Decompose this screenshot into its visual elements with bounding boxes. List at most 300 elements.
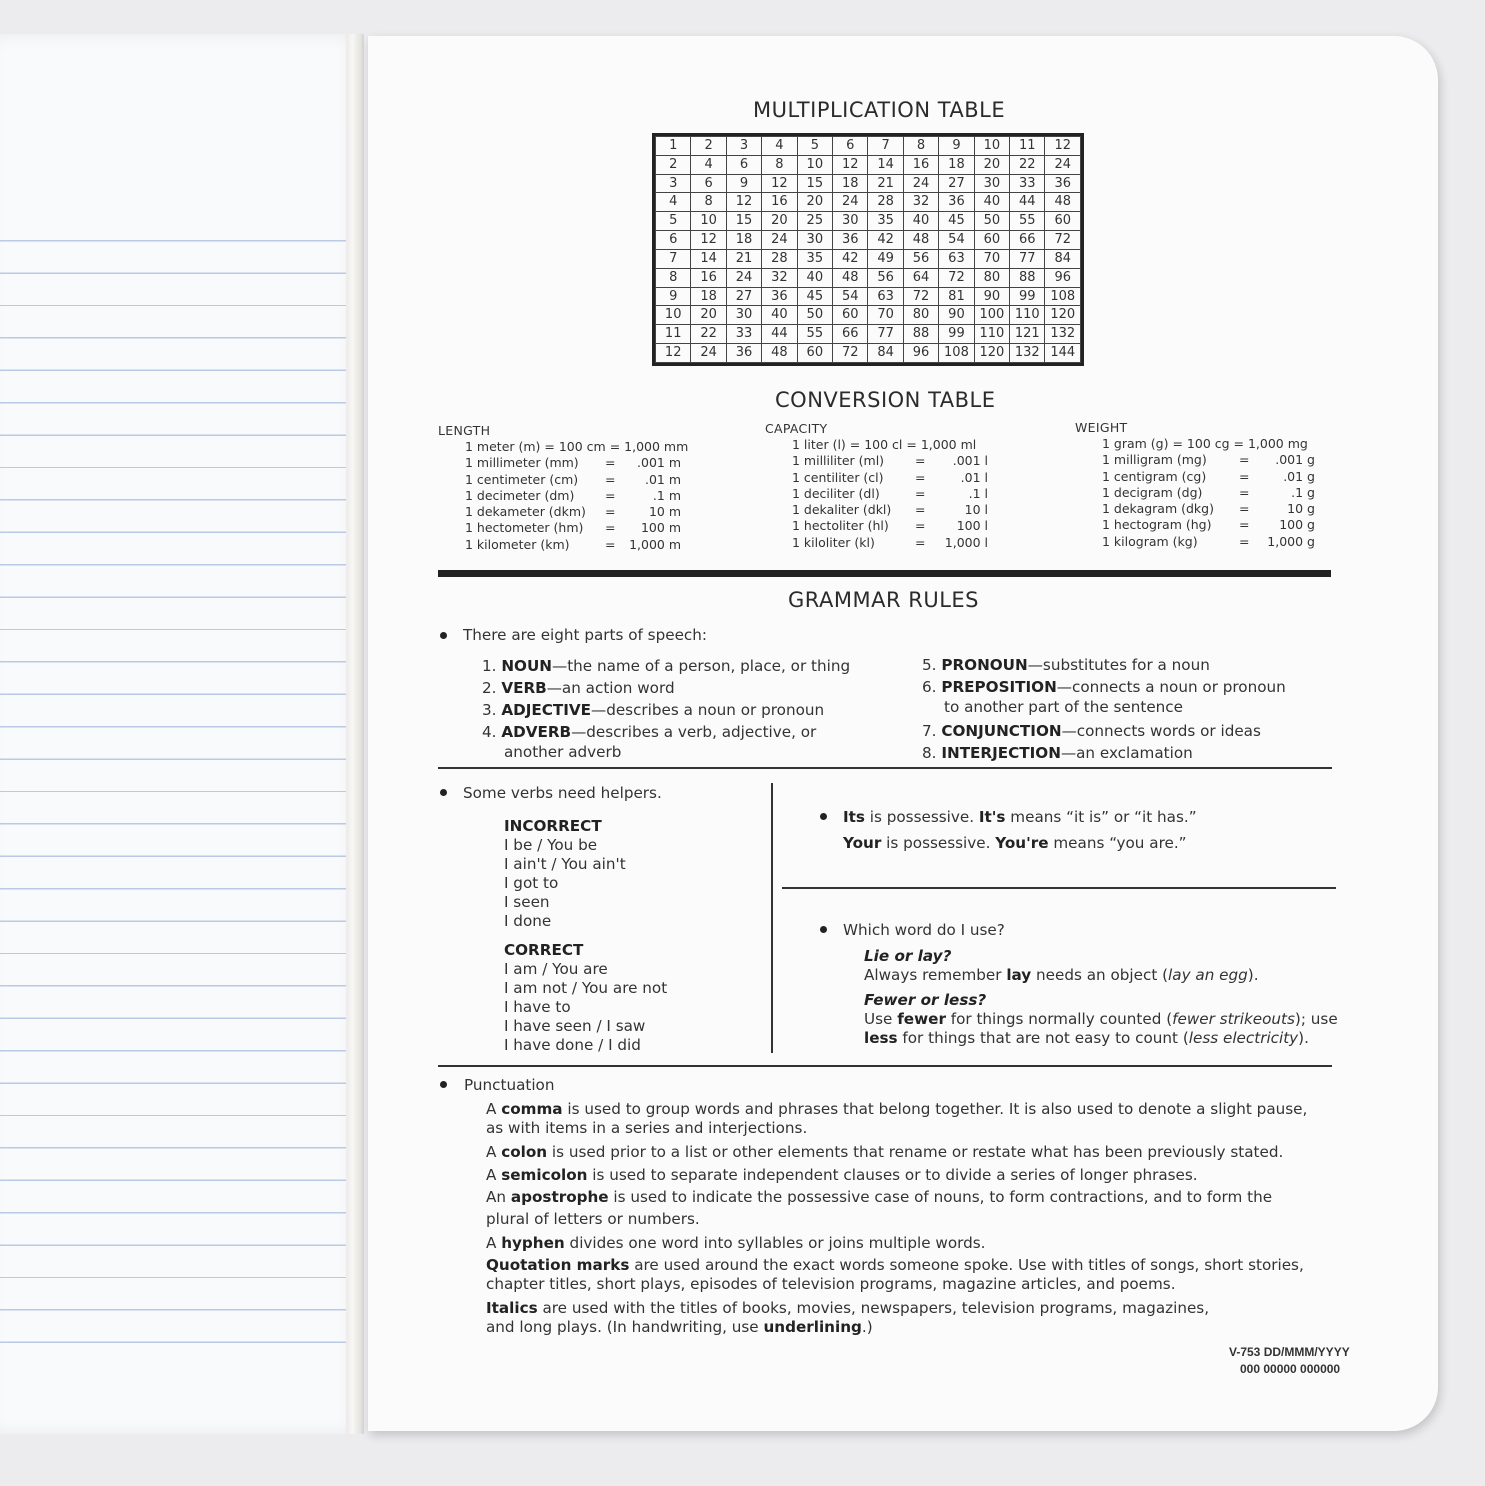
quotation-rule-2: chapter titles, short plays, episodes of television programs, magazine articles, and poems. <box>486 1275 1176 1293</box>
mult-cell: 66 <box>833 325 868 344</box>
mult-cell: 20 <box>691 306 726 325</box>
mult-cell: 88 <box>903 325 938 344</box>
mult-row <box>656 231 1081 250</box>
mult-cell: 48 <box>833 268 868 287</box>
mult-cell: 18 <box>726 231 761 250</box>
item-desc: —describes a noun or pronoun <box>591 701 825 719</box>
mult-cell: 54 <box>833 287 868 306</box>
mult-cell: 4 <box>691 155 726 174</box>
grammar-title: GRAMMAR RULES <box>788 588 980 612</box>
conversion-title: CONVERSION TABLE <box>775 388 996 412</box>
mult-cell: 72 <box>903 287 938 306</box>
mult-cell: 12 <box>691 231 726 250</box>
conversion-length <box>438 423 698 553</box>
mult-cell: 6 <box>833 137 868 156</box>
mult-cell: 36 <box>833 231 868 250</box>
mult-cell: 81 <box>939 287 974 306</box>
barcode-number: 000 00000 000000 <box>1240 1362 1341 1376</box>
conversion-cell: .01 g <box>1283 468 1315 484</box>
mult-cell: 24 <box>726 268 761 287</box>
item-desc: —an action word <box>546 679 675 697</box>
lie-lay-answer: Always remember lay needs an object (lay an egg). <box>864 966 1259 984</box>
mult-cell: 48 <box>762 344 797 363</box>
ruled-lines <box>0 209 348 1364</box>
mult-cell: 56 <box>903 249 938 268</box>
mult-cell: 18 <box>939 155 974 174</box>
mult-cell: 120 <box>974 344 1009 363</box>
part-of-speech-continuation: to another part of the sentence <box>944 698 1183 716</box>
conversion-capacity <box>765 421 1025 551</box>
conversion-cell: 1 millimeter (mm) <box>465 455 579 471</box>
mult-cell: 28 <box>762 249 797 268</box>
helper-example: I am not / You are not <box>504 979 668 997</box>
conversion-row <box>792 486 988 502</box>
conversion-cell: 1 centigram (cg) <box>1102 468 1207 484</box>
conversion-cell: 1 hectogram (hg) <box>1102 517 1212 533</box>
mult-cell: 36 <box>1045 174 1081 193</box>
your-rule: Your is possessive. You're means “you are.” <box>843 834 1187 852</box>
bullet <box>820 813 827 820</box>
mult-cell: 25 <box>797 212 832 231</box>
mult-cell: 72 <box>1045 231 1081 250</box>
multiplication-title: MULTIPLICATION TABLE <box>753 98 1006 122</box>
mult-cell: 2 <box>656 155 691 174</box>
fewer-less-question: Fewer or less? <box>864 991 987 1009</box>
mult-cell: 14 <box>691 249 726 268</box>
mult-cell: 80 <box>974 268 1009 287</box>
conversion-cell: .1 l <box>968 485 988 501</box>
parts-intro: There are eight parts of speech: <box>463 626 708 644</box>
mult-cell: 32 <box>762 268 797 287</box>
bullet <box>440 789 447 796</box>
mult-cell: 50 <box>974 212 1009 231</box>
mult-row <box>656 193 1081 212</box>
its-rule: Its is possessive. It's means “it is” or “it has.” <box>843 808 1197 826</box>
mult-cell: 7 <box>656 249 691 268</box>
mult-cell: 12 <box>762 174 797 193</box>
conversion-cell: .01 l <box>960 469 988 485</box>
mult-cell: 4 <box>762 137 797 156</box>
conversion-row <box>1102 436 1315 452</box>
conversion-cell: .001 g <box>1275 452 1315 468</box>
item-term: ADJECTIVE <box>501 701 591 719</box>
mult-cell: 21 <box>868 174 903 193</box>
conversion-cell: 1,000 m <box>629 536 681 552</box>
item-term: NOUN <box>501 657 552 675</box>
item-desc: —substitutes for a noun <box>1027 656 1210 674</box>
helper-example: I done <box>504 912 552 930</box>
mult-row <box>656 212 1081 231</box>
item-term: CONJUNCTION <box>941 722 1062 740</box>
part-of-speech-item <box>922 744 1193 763</box>
mult-cell: 100 <box>974 306 1009 325</box>
incorrect-label: INCORRECT <box>504 817 602 835</box>
mult-cell: 6 <box>691 174 726 193</box>
part-of-speech-item <box>922 678 1286 697</box>
mult-cell: 24 <box>691 344 726 363</box>
mult-cell: 20 <box>762 212 797 231</box>
conversion-row <box>792 453 988 469</box>
conversion-row <box>1102 501 1315 517</box>
mult-cell: 88 <box>1010 268 1045 287</box>
mult-row <box>656 344 1081 363</box>
mult-cell: 70 <box>974 249 1009 268</box>
conversion-cell: 1 kilometer (km) <box>465 536 570 552</box>
mult-cell: 32 <box>903 193 938 212</box>
left-lined-page <box>0 34 364 1434</box>
conversion-cell: 1 hectometer (hm) <box>465 520 584 536</box>
multiplication-table <box>652 133 1084 366</box>
bullet <box>440 1081 447 1088</box>
mult-cell: 72 <box>939 268 974 287</box>
conversion-row <box>792 437 988 453</box>
conversion-cell: 1 gram (g) = 100 cg = 1,000 mg <box>1102 436 1308 451</box>
conversion-cell: = <box>605 504 616 520</box>
part-of-speech-item <box>922 656 1210 675</box>
mult-cell: 2 <box>691 137 726 156</box>
conversion-cell: 100 g <box>1279 517 1315 533</box>
punctuation-intro: Punctuation <box>464 1076 555 1094</box>
quotation-rule: Quotation marks are used around the exact words someone spoke. Use with titles of songs, short stories, <box>486 1256 1304 1274</box>
mult-cell: 63 <box>868 287 903 306</box>
mult-cell: 60 <box>1045 212 1081 231</box>
conversion-cell: 10 l <box>964 502 988 518</box>
mult-cell: 36 <box>726 344 761 363</box>
mult-cell: 63 <box>939 249 974 268</box>
mult-cell: 60 <box>797 344 832 363</box>
part-of-speech-item <box>482 701 824 720</box>
item-number: 8. <box>922 744 937 762</box>
item-term: VERB <box>501 679 547 697</box>
conversion-cell: = <box>1239 533 1250 549</box>
mult-cell: 66 <box>1010 231 1045 250</box>
italics-rule: Italics are used with the titles of books, movies, newspapers, television programs, magazines, <box>486 1299 1210 1317</box>
mult-cell: 8 <box>762 155 797 174</box>
mult-cell: 9 <box>939 137 974 156</box>
mult-cell: 84 <box>868 344 903 363</box>
conversion-cell: = <box>915 469 926 485</box>
mult-cell: 14 <box>868 155 903 174</box>
mult-cell: 4 <box>656 193 691 212</box>
conversion-row <box>465 520 681 536</box>
apostrophe-rule: An apostrophe is used to indicate the possessive case of nouns, to form contractions, and to form the <box>486 1188 1273 1206</box>
mult-cell: 96 <box>1045 268 1081 287</box>
mult-cell: 20 <box>797 193 832 212</box>
mult-cell: 8 <box>903 137 938 156</box>
lie-lay-question: Lie or lay? <box>864 947 952 965</box>
mult-cell: 27 <box>939 174 974 193</box>
mult-cell: 90 <box>974 287 1009 306</box>
conversion-cell: 10 m <box>648 504 681 520</box>
mult-cell: 30 <box>797 231 832 250</box>
conversion-cell: = <box>915 485 926 501</box>
mult-cell: 77 <box>1010 249 1045 268</box>
mult-cell: 144 <box>1045 344 1081 363</box>
mult-cell: 36 <box>939 193 974 212</box>
mult-cell: 22 <box>1010 155 1045 174</box>
item-desc: —describes a verb, adjective, or <box>571 723 817 741</box>
mult-row <box>656 306 1081 325</box>
mult-cell: 18 <box>691 287 726 306</box>
apostrophe-rule-2: plural of letters or numbers. <box>486 1210 700 1228</box>
mult-cell: 48 <box>1045 193 1081 212</box>
conversion-cell: 100 l <box>956 518 988 534</box>
mult-cell: 33 <box>1010 174 1045 193</box>
mult-cell: 12 <box>726 193 761 212</box>
mult-cell: 42 <box>833 249 868 268</box>
mult-cell: 7 <box>868 137 903 156</box>
mult-cell: 5 <box>797 137 832 156</box>
mult-cell: 8 <box>656 268 691 287</box>
mult-cell: 18 <box>833 174 868 193</box>
mult-cell: 10 <box>797 155 832 174</box>
conversion-cell: 1 centiliter (cl) <box>792 469 884 485</box>
mult-cell: 15 <box>797 174 832 193</box>
helper-example: I am / You are <box>504 960 608 978</box>
fewer-less-answer: Use fewer for things normally counted (fewer strikeouts); use <box>864 1010 1338 1028</box>
capacity-label: CAPACITY <box>765 421 828 436</box>
mult-cell: 60 <box>974 231 1009 250</box>
part-of-speech-item <box>482 723 816 742</box>
item-number: 2. <box>482 679 497 697</box>
mult-cell: 30 <box>726 306 761 325</box>
mult-cell: 33 <box>726 325 761 344</box>
helper-example: I got to <box>504 874 559 892</box>
bullet <box>440 632 447 639</box>
mult-cell: 60 <box>833 306 868 325</box>
conversion-row <box>792 518 988 534</box>
mult-cell: 99 <box>939 325 974 344</box>
mult-row <box>656 325 1081 344</box>
conversion-cell: = <box>605 520 616 536</box>
helper-example: I ain't / You ain't <box>504 855 626 873</box>
mult-cell: 3 <box>656 174 691 193</box>
item-number: 5. <box>922 656 937 674</box>
mult-cell: 24 <box>903 174 938 193</box>
product-code: V-753 DD/MMM/YYYY <box>1229 1345 1350 1359</box>
mult-cell: 132 <box>1045 325 1081 344</box>
mult-cell: 5 <box>656 212 691 231</box>
vertical-divider <box>771 783 773 1053</box>
mult-cell: 35 <box>868 212 903 231</box>
mult-cell: 12 <box>1045 137 1081 156</box>
conversion-cell: 1 hectoliter (hl) <box>792 518 889 534</box>
fewer-less-answer-2: less for things that are not easy to count (less electricity). <box>864 1029 1309 1047</box>
conversion-cell: 1 kilogram (kg) <box>1102 533 1198 549</box>
mult-cell: 40 <box>762 306 797 325</box>
conversion-cell: = <box>605 471 616 487</box>
conversion-cell: 1 dekameter (dkm) <box>465 504 586 520</box>
mult-cell: 15 <box>726 212 761 231</box>
italics-rule-2: and long plays. (In handwriting, use underlining.) <box>486 1318 873 1336</box>
conversion-cell: 1 milligram (mg) <box>1102 452 1207 468</box>
mult-row <box>656 268 1081 287</box>
mult-cell: 54 <box>939 231 974 250</box>
conversion-cell: 1 dekaliter (dkl) <box>792 502 892 518</box>
conversion-row <box>1102 485 1315 501</box>
mult-cell: 77 <box>868 325 903 344</box>
mult-row <box>656 155 1081 174</box>
conversion-row <box>1102 517 1315 533</box>
item-number: 1. <box>482 657 497 675</box>
conversion-cell: = <box>1239 468 1250 484</box>
item-number: 3. <box>482 701 497 719</box>
mult-cell: 35 <box>797 249 832 268</box>
mult-cell: 55 <box>1010 212 1045 231</box>
mult-cell: 10 <box>691 212 726 231</box>
divider-line <box>782 887 1336 889</box>
conversion-cell: .001 m <box>637 455 681 471</box>
part-of-speech-item <box>482 657 850 676</box>
mult-cell: 16 <box>762 193 797 212</box>
conversion-cell: 1 liter (l) = 100 cl = 1,000 ml <box>792 437 977 452</box>
mult-cell: 9 <box>656 287 691 306</box>
mult-cell: 22 <box>691 325 726 344</box>
mult-cell: 84 <box>1045 249 1081 268</box>
mult-cell: 27 <box>726 287 761 306</box>
part-of-speech-item <box>482 679 675 698</box>
mult-cell: 12 <box>833 155 868 174</box>
conversion-row <box>792 470 988 486</box>
conversion-cell: .1 m <box>652 487 681 503</box>
mult-cell: 96 <box>903 344 938 363</box>
colon-rule: A colon is used prior to a list or other elements that rename or restate what has been previously stated. <box>486 1143 1284 1161</box>
mult-cell: 132 <box>1010 344 1045 363</box>
comma-rule-2: as with items in a series and interjections. <box>486 1119 808 1137</box>
bullet <box>820 926 827 933</box>
mult-cell: 20 <box>974 155 1009 174</box>
conversion-cell: .01 m <box>644 471 681 487</box>
mult-cell: 28 <box>868 193 903 212</box>
conversion-cell: 1 deciliter (dl) <box>792 485 880 501</box>
conversion-cell: 1 decimeter (dm) <box>465 487 575 503</box>
mult-cell: 110 <box>974 325 1009 344</box>
helper-example: I have done / I did <box>504 1036 641 1054</box>
conversion-weight <box>1075 420 1335 550</box>
section-divider <box>438 570 1331 577</box>
mult-cell: 56 <box>868 268 903 287</box>
conversion-cell: 1 centimeter (cm) <box>465 471 579 487</box>
mult-cell: 24 <box>833 193 868 212</box>
divider-line <box>438 767 1332 769</box>
mult-cell: 21 <box>726 249 761 268</box>
conversion-cell: 1,000 l <box>944 534 988 550</box>
mult-cell: 12 <box>656 344 691 363</box>
which-intro: Which word do I use? <box>843 921 1005 939</box>
semicolon-rule: A semicolon is used to separate independent clauses or to divide a series of longer phrases. <box>486 1166 1198 1184</box>
mult-cell: 121 <box>1010 325 1045 344</box>
mult-row <box>656 174 1081 193</box>
hyphen-rule: A hyphen divides one word into syllables or joins multiple words. <box>486 1234 986 1252</box>
mult-cell: 36 <box>762 287 797 306</box>
mult-row <box>656 249 1081 268</box>
helper-example: I have to <box>504 998 571 1016</box>
mult-cell: 44 <box>1010 193 1045 212</box>
conversion-row <box>1102 469 1315 485</box>
mult-cell: 6 <box>656 231 691 250</box>
conversion-row <box>465 488 681 504</box>
mult-cell: 24 <box>762 231 797 250</box>
page-gutter <box>346 34 362 1434</box>
mult-cell: 8 <box>691 193 726 212</box>
conversion-cell: = <box>915 453 926 469</box>
conversion-row <box>465 537 681 553</box>
conversion-row <box>465 472 681 488</box>
conversion-row <box>465 455 681 471</box>
mult-cell: 1 <box>656 137 691 156</box>
weight-label: WEIGHT <box>1075 420 1128 435</box>
mult-cell: 50 <box>797 306 832 325</box>
item-number: 7. <box>922 722 937 740</box>
divider-line <box>438 1065 1332 1067</box>
mult-row <box>656 137 1081 156</box>
conversion-row <box>1102 452 1315 468</box>
mult-cell: 10 <box>656 306 691 325</box>
mult-cell: 55 <box>797 325 832 344</box>
mult-cell: 16 <box>691 268 726 287</box>
conversion-cell: 10 g <box>1287 501 1315 517</box>
conversion-row <box>465 504 681 520</box>
mult-cell: 99 <box>1010 287 1045 306</box>
item-desc: —the name of a person, place, or thing <box>552 657 851 675</box>
conversion-cell: = <box>915 502 926 518</box>
conversion-cell: .1 g <box>1291 484 1315 500</box>
mult-cell: 90 <box>939 306 974 325</box>
conversion-cell: 1,000 g <box>1267 533 1315 549</box>
mult-cell: 45 <box>797 287 832 306</box>
mult-cell: 48 <box>903 231 938 250</box>
mult-cell: 30 <box>833 212 868 231</box>
conversion-cell: 1 meter (m) = 100 cm = 1,000 mm <box>465 439 689 454</box>
mult-cell: 45 <box>939 212 974 231</box>
conversion-cell: = <box>1239 452 1250 468</box>
conversion-row <box>465 439 689 455</box>
part-of-speech-continuation: another adverb <box>504 743 622 761</box>
helper-example: I seen <box>504 893 550 911</box>
helper-example: I have seen / I saw <box>504 1017 646 1035</box>
item-number: 6. <box>922 678 937 696</box>
mult-cell: 11 <box>656 325 691 344</box>
mult-cell: 42 <box>868 231 903 250</box>
mult-cell: 9 <box>726 174 761 193</box>
conversion-cell: = <box>1239 484 1250 500</box>
item-term: ADVERB <box>501 723 572 741</box>
conversion-row <box>792 535 988 551</box>
helper-example: I be / You be <box>504 836 598 854</box>
mult-cell: 108 <box>939 344 974 363</box>
mult-cell: 40 <box>903 212 938 231</box>
mult-cell: 110 <box>1010 306 1045 325</box>
conversion-cell: = <box>605 536 616 552</box>
correct-label: CORRECT <box>504 941 584 959</box>
mult-row <box>656 287 1081 306</box>
mult-cell: 30 <box>974 174 1009 193</box>
mult-cell: 40 <box>797 268 832 287</box>
mult-cell: 6 <box>726 155 761 174</box>
mult-cell: 11 <box>1010 137 1045 156</box>
mult-cell: 120 <box>1045 306 1081 325</box>
mult-cell: 44 <box>762 325 797 344</box>
conversion-row <box>792 502 988 518</box>
mult-cell: 70 <box>868 306 903 325</box>
conversion-cell: = <box>915 518 926 534</box>
conversion-cell: 100 m <box>640 520 681 536</box>
item-term: PRONOUN <box>941 656 1028 674</box>
conversion-cell: = <box>915 534 926 550</box>
comma-rule: A comma is used to group words and phrases that belong together. It is also used to denote a slight pause, <box>486 1100 1308 1118</box>
conversion-cell: = <box>605 455 616 471</box>
mult-cell: 40 <box>974 193 1009 212</box>
